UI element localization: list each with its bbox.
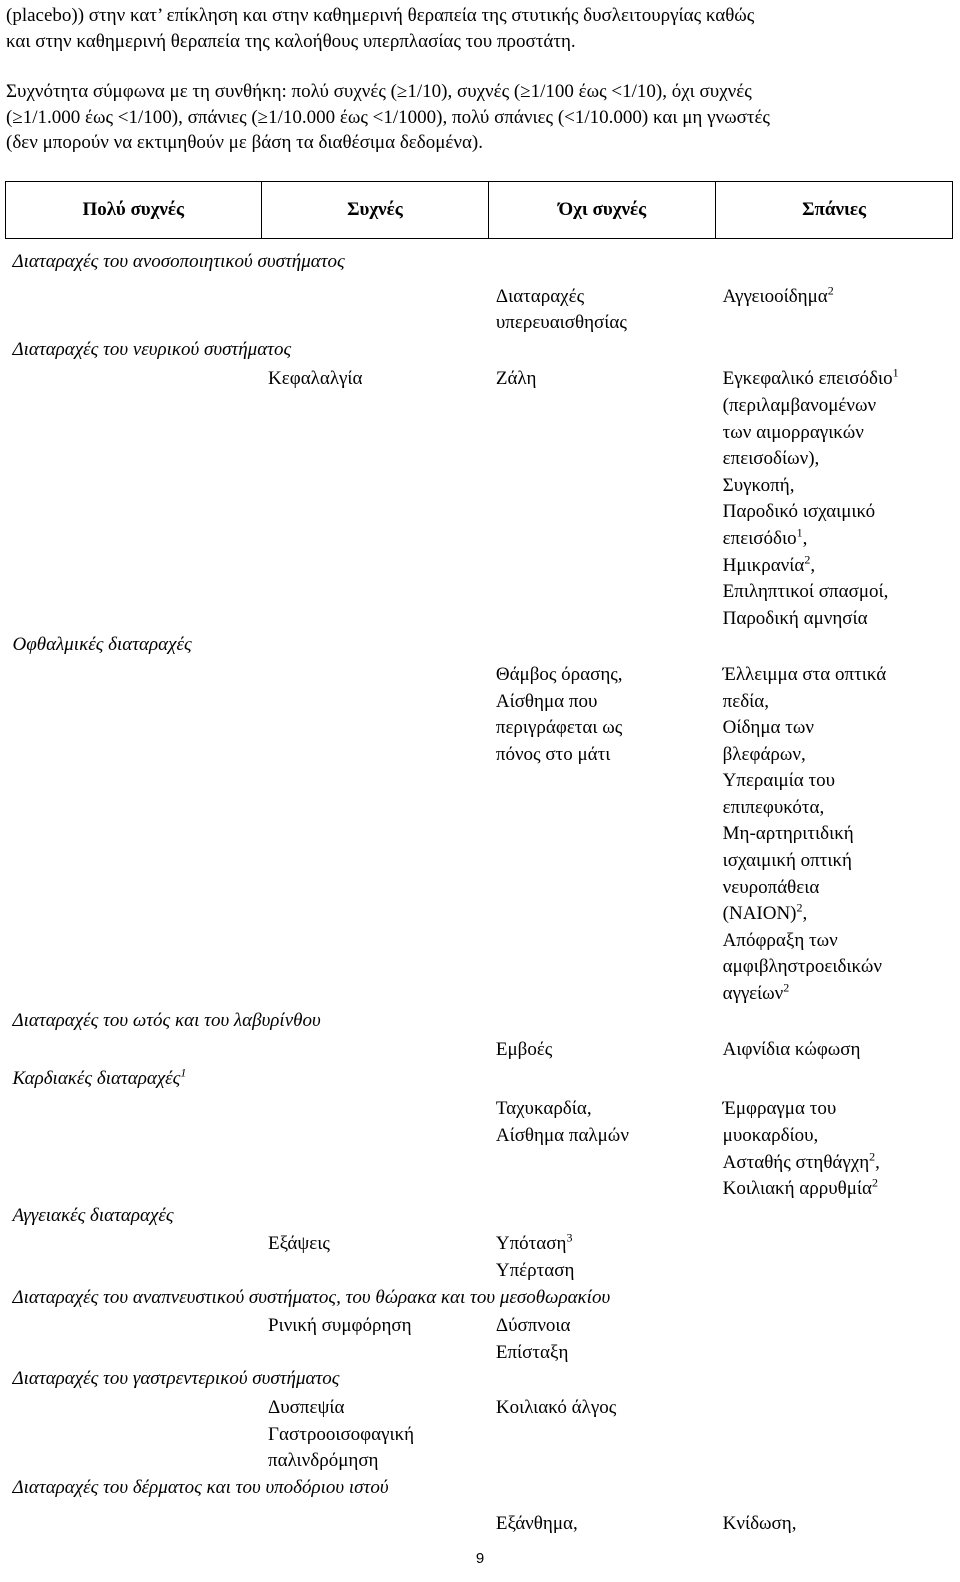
empty-cell <box>261 1092 489 1202</box>
cell-text: Ασταθής στηθάγχη <box>722 1151 870 1173</box>
footnote-marker: 2 <box>804 552 811 567</box>
cell-line: Ταχυκαρδία, <box>495 1098 592 1120</box>
empty-cell <box>6 1092 262 1202</box>
cell-uncommon: Εξάνθημα, <box>495 1513 578 1535</box>
cell-line: Θάμβος όρασης, <box>495 663 623 685</box>
frequency-definition <box>6 79 951 156</box>
system-organ-class-row <box>6 1475 953 1502</box>
empty-cell <box>716 1229 953 1284</box>
empty-cell <box>261 659 489 1008</box>
cell-line: Οίδημα των <box>722 717 814 739</box>
cell-line: Απόφραξη των <box>722 929 838 951</box>
system-organ-class-row <box>6 1203 953 1230</box>
cell-rare <box>716 659 953 1008</box>
soc-eye: Οφθαλμικές διαταραχές <box>12 634 192 656</box>
soc-title: Καρδιακές διαταραχές <box>12 1067 181 1089</box>
soc-nervous: Διαταραχές του νευρικού συστήματος <box>12 338 292 360</box>
cell-line: αμφιβληστροειδικών <box>722 956 883 978</box>
cell-line: Παροδικό ισχαιμικό <box>722 501 876 523</box>
cell-line: Υπέρταση <box>495 1259 575 1281</box>
footnote-marker: 2 <box>869 1149 876 1164</box>
cell-text: Κοιλιακή αρρυθμία <box>722 1178 872 1200</box>
system-organ-class-row <box>6 1285 953 1312</box>
empty-cell <box>261 276 489 337</box>
header-common: Συχνές <box>261 182 489 239</box>
cell-line: Παροδική αμνησία <box>722 607 868 629</box>
cell-line: Αίσθημα που <box>495 690 598 712</box>
cell-text: Εγκεφαλικό επεισόδιο <box>722 368 893 390</box>
system-organ-class-row <box>6 1366 953 1393</box>
footnote-marker: 1 <box>796 525 803 540</box>
cell-rare <box>716 363 953 632</box>
cell-uncommon <box>489 1229 716 1284</box>
table-row <box>6 276 953 337</box>
cell-line: Δύσπνοια <box>495 1315 571 1337</box>
frequency-line: Συχνότητα σύμφωνα με τη συνθήκη: πολύ συχνές (≥1/10), συχνές (≥1/100 έως <1/10), όχι συχνές <box>6 81 752 102</box>
cell-very-common: Κεφαλαλγία <box>268 368 363 390</box>
cell-text: Ημικρανία <box>722 554 805 576</box>
table-row <box>6 1034 953 1064</box>
system-organ-class-row <box>6 632 953 659</box>
cell-common: Ζάλη <box>495 368 537 390</box>
table-row <box>6 659 953 1008</box>
soc-cardiac <box>6 1064 953 1093</box>
page-number: 9 <box>475 1550 485 1567</box>
cell-text: (NAION) <box>722 903 797 925</box>
soc-ear: Διαταραχές του ωτός και του λαβυρίνθου <box>12 1009 321 1031</box>
cell-line: Αίσθημα παλμών <box>495 1125 629 1146</box>
punctuation: , <box>875 1151 880 1173</box>
frequency-line: (δεν μπορούν να εκτιμηθούν με βάση τα διαθέσιμα δεδομένα). <box>6 132 483 153</box>
footnote-marker: 1 <box>892 366 899 381</box>
cell-line: νευροπάθεια <box>722 876 820 898</box>
cell-line: Μη-αρτηριτιδική <box>722 823 854 845</box>
soc-skin: Διαταραχές του δέρματος και του υποδόριου ιστού <box>12 1476 389 1498</box>
cell-line: Γαστροοισοφαγική <box>268 1423 415 1445</box>
cell-line <box>723 553 953 580</box>
cell-line: Διαταραχές <box>495 285 585 307</box>
cell-common: Εξάψεις <box>268 1233 330 1255</box>
cell-line <box>723 901 953 928</box>
cell-uncommon <box>489 1311 716 1366</box>
empty-cell <box>6 276 262 337</box>
cell-rare: Αιφνίδια κώφωση <box>722 1039 861 1061</box>
cell-line: Έλλειμμα στα οπτικά <box>722 663 887 685</box>
cell-line <box>723 1150 953 1177</box>
table-row <box>6 1229 953 1284</box>
table-header-row <box>6 182 953 239</box>
cell-line: (περιλαμβανομένων <box>722 394 877 416</box>
empty-cell <box>6 1229 262 1284</box>
cell-line <box>723 526 953 553</box>
soc-immune: Διαταραχές του ανοσοποιητικού συστήματος <box>12 251 345 272</box>
header-rare: Σπάνιες <box>716 182 953 239</box>
intro-line: (placebo)) στην κατ’ επίκληση και στην καθημερινή θεραπεία της στυτικής δυσλειτουργίας καθώς <box>6 5 755 26</box>
empty-cell <box>716 1311 953 1366</box>
cell-text: αγγείων <box>722 983 784 1005</box>
cell-line: πεδία, <box>722 690 769 712</box>
empty-cell <box>6 1311 262 1366</box>
cell-line: επεισοδίων), <box>722 448 820 470</box>
cell-text: επεισόδιο <box>722 527 797 549</box>
cell-uncommon <box>489 276 716 337</box>
header-uncommon: Όχι συχνές <box>489 182 716 239</box>
table-row <box>6 363 953 632</box>
system-organ-class-row <box>6 1064 953 1093</box>
cell-uncommon: Εμβοές <box>495 1039 553 1061</box>
cell-common: Ρινική συμφόρηση <box>268 1315 412 1337</box>
empty-cell <box>261 1501 489 1538</box>
cell-line: υπερευαισθησίας <box>495 312 627 334</box>
cell-line <box>723 366 953 393</box>
footnote-marker: 2 <box>827 283 834 298</box>
table-row <box>6 1092 953 1202</box>
cell-line <box>723 1176 953 1203</box>
footnote-marker: 3 <box>566 1231 573 1246</box>
cell-line: Υπεραιμία του <box>722 770 836 792</box>
empty-cell <box>6 1034 262 1064</box>
cell-common <box>261 1393 489 1475</box>
cell-text: Αγγειοοίδημα <box>722 285 828 307</box>
soc-gastrointestinal: Διαταραχές του γαστρεντερικού συστήματος <box>12 1368 340 1390</box>
cell-rare <box>716 276 953 337</box>
cell-line: Επίσταξη <box>495 1341 569 1363</box>
cell-rare: Κνίδωση, <box>722 1513 797 1535</box>
empty-cell <box>6 659 262 1008</box>
cell-line: των αιμορραγικών <box>722 421 864 443</box>
table-row <box>6 1311 953 1366</box>
cell-line: περιγράφεται ως <box>495 717 623 739</box>
system-organ-class-row <box>6 337 953 364</box>
footnote-marker: 2 <box>796 900 803 915</box>
cell-line <box>496 1231 716 1258</box>
empty-cell <box>6 1501 262 1538</box>
footnote-marker: 2 <box>871 1175 878 1190</box>
cell-line: Επιληπτικοί σπασμοί, <box>722 581 889 603</box>
cell-line: πόνος στο μάτι <box>495 743 611 765</box>
table-row <box>6 1501 953 1538</box>
system-organ-class-row <box>6 239 953 276</box>
intro-text <box>6 3 951 156</box>
cell-uncommon <box>489 1092 716 1202</box>
empty-cell <box>716 1393 953 1475</box>
cell-line: μυοκαρδίου, <box>722 1125 819 1146</box>
system-organ-class-row <box>6 1008 953 1035</box>
cell-line: βλεφάρων, <box>722 743 806 765</box>
cell-line: ισχαιμική οπτική <box>722 850 852 872</box>
punctuation: , <box>810 554 816 576</box>
cell-rare <box>716 1092 953 1202</box>
cell-uncommon <box>489 659 716 1008</box>
cell-uncommon: Κοιλιακό άλγος <box>495 1396 617 1418</box>
adverse-reactions-table <box>5 181 953 1538</box>
empty-cell <box>6 1393 262 1475</box>
cell-text: Υπόταση <box>495 1233 567 1255</box>
cell-line: Συγκοπή, <box>722 474 795 496</box>
cell-line: Δυσπεψία <box>268 1396 345 1418</box>
table-row <box>6 1393 953 1475</box>
empty-cell <box>261 1034 489 1064</box>
cell-line <box>723 981 953 1008</box>
soc-respiratory: Διαταραχές του αναπνευστικού συστήματος, του θώρακα και του μεσοθωρακίου <box>12 1286 611 1308</box>
punctuation: , <box>802 903 808 925</box>
soc-vascular: Αγγειακές διαταραχές <box>12 1204 174 1226</box>
cell-line: Έμφραγμα του <box>722 1098 837 1120</box>
footnote-marker: 1 <box>180 1065 187 1080</box>
empty-cell <box>6 363 262 632</box>
cell-line: επιπεφυκότα, <box>722 796 825 818</box>
punctuation: , <box>802 527 808 549</box>
cell-line: παλινδρόμηση <box>268 1450 379 1472</box>
intro-paragraph <box>6 3 951 54</box>
footnote-marker: 2 <box>783 980 790 995</box>
header-very-common: Πολύ συχνές <box>6 182 262 239</box>
frequency-line: (≥1/1.000 έως <1/100), σπάνιες (≥1/10.000 έως <1/1000), πολύ σπάνιες (<1/10.000) και μη γνωστές <box>6 106 770 128</box>
intro-line: και στην καθημερινή θεραπεία της καλοήθους υπερπλασίας του προστάτη. <box>6 30 576 52</box>
